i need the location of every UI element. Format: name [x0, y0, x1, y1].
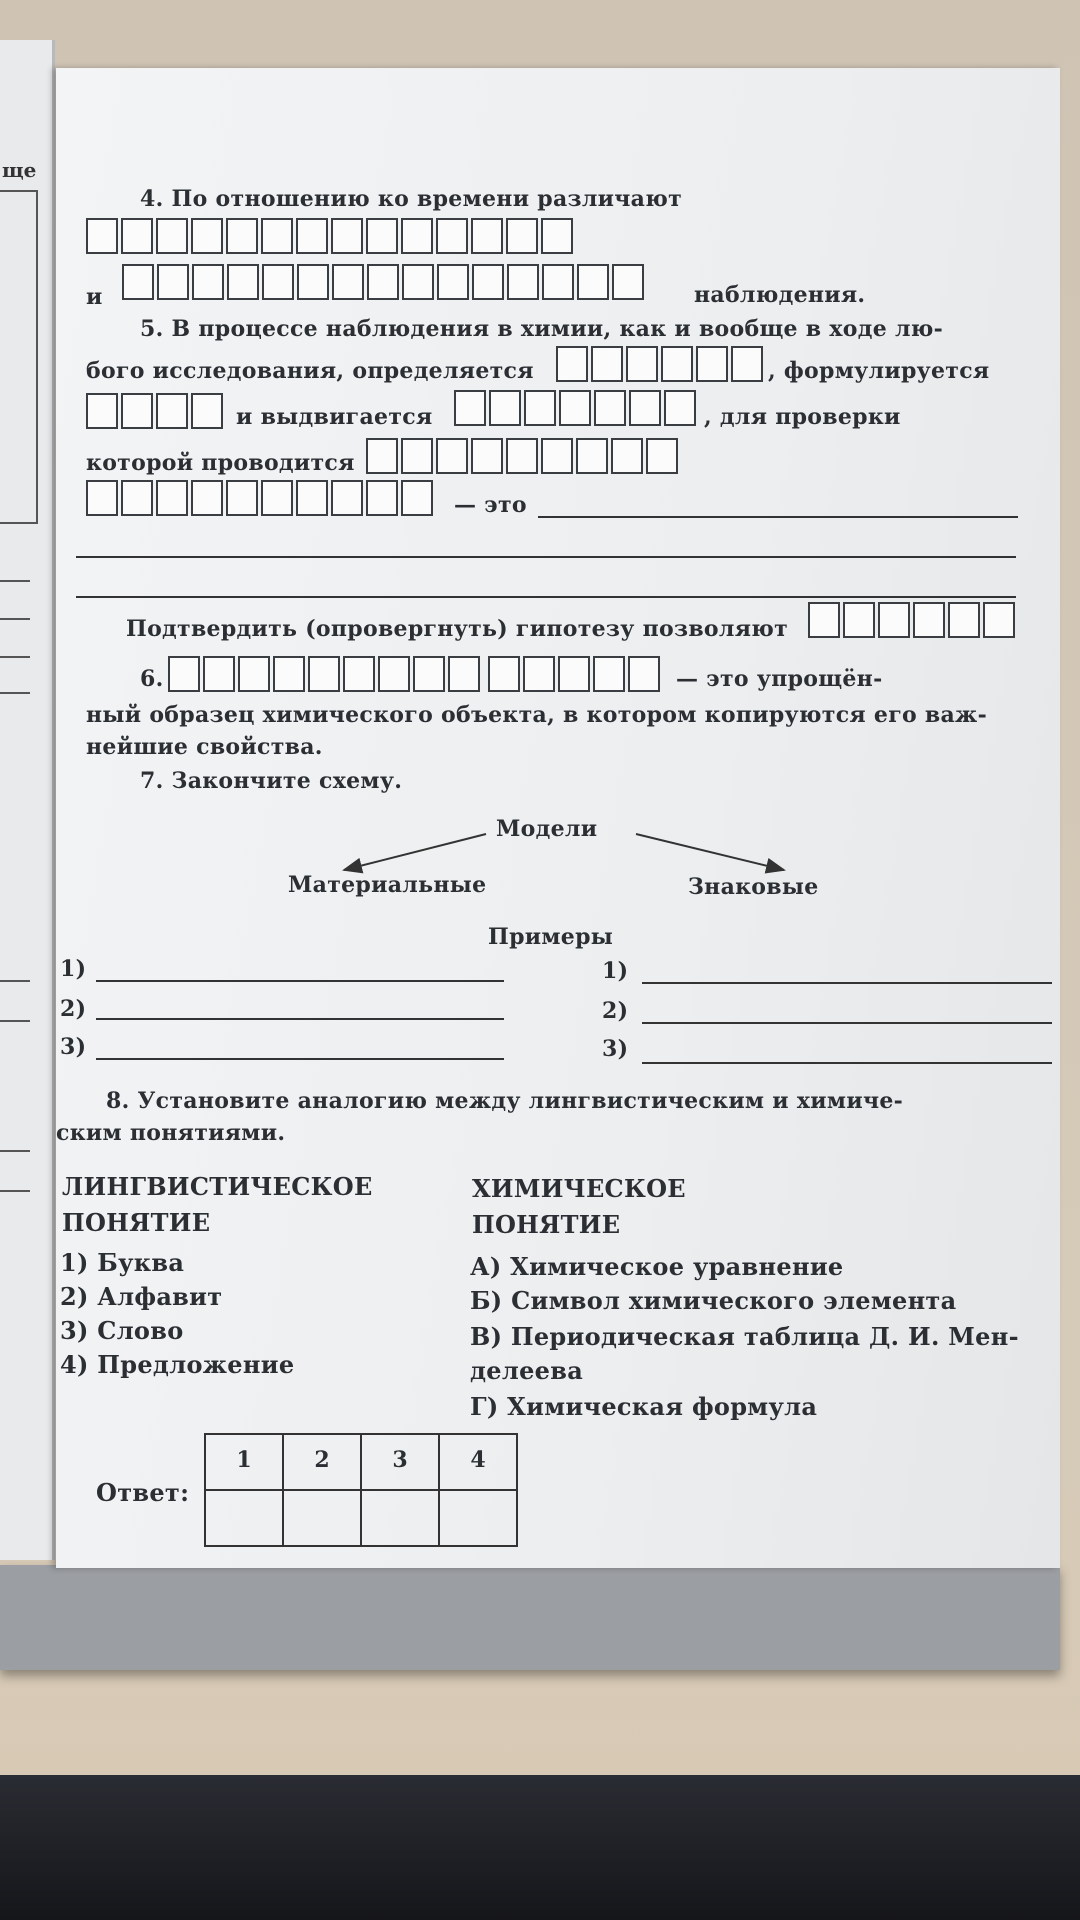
q5-line3a: и выдвигается [236, 404, 433, 430]
answer-letter-cell[interactable] [593, 656, 625, 692]
q5-cells-determined[interactable] [556, 346, 766, 382]
answer-letter-cell[interactable] [86, 393, 118, 429]
answer-letter-cell[interactable] [156, 393, 188, 429]
answer-header-cell: 3 [361, 1434, 439, 1490]
answer-letter-cell[interactable] [331, 218, 363, 254]
answer-letter-cell[interactable] [436, 218, 468, 254]
answer-letter-cell[interactable] [448, 656, 480, 692]
answer-letter-cell[interactable] [402, 264, 434, 300]
q6-cells-word2[interactable] [488, 656, 663, 692]
left-page-frame [0, 190, 38, 524]
q5-line4: которой проводится [86, 450, 355, 476]
q5-cells-formulated[interactable] [86, 393, 226, 429]
q5-cells-hypothesis[interactable] [454, 390, 699, 426]
answer-letter-cell[interactable] [122, 264, 154, 300]
answer-letter-cell[interactable] [843, 602, 875, 638]
answer-header-cell: 1 [205, 1434, 283, 1490]
answer-letter-cell[interactable] [191, 393, 223, 429]
answer-label: Ответ: [96, 1478, 190, 1507]
q5-line3b: , для проверки [704, 404, 901, 430]
answer-letter-cell[interactable] [506, 438, 538, 474]
q4-answer-cells-1[interactable] [86, 218, 576, 254]
q8-chem-item: Г) Химическая формула [470, 1392, 818, 1421]
answer-letter-cell[interactable] [343, 656, 375, 692]
answer-letter-cell[interactable] [454, 390, 486, 426]
q7-right-line-3[interactable] [642, 1062, 1052, 1064]
q8-ling-item: 4) Предложение [60, 1350, 295, 1379]
answer-letter-cell[interactable] [646, 438, 678, 474]
answer-letter-cell[interactable] [628, 656, 660, 692]
answer-input-cell[interactable] [283, 1490, 361, 1546]
left-page-edge [0, 40, 55, 1560]
q5-answer-line[interactable] [538, 516, 1018, 518]
q5-answer-line[interactable] [76, 556, 1016, 558]
q6-number: 6. [140, 666, 164, 692]
answer-letter-cell[interactable] [661, 346, 693, 382]
answer-letter-cell[interactable] [401, 438, 433, 474]
answer-letter-cell[interactable] [507, 264, 539, 300]
answer-letter-cell[interactable] [238, 656, 270, 692]
answer-letter-cell[interactable] [413, 656, 445, 692]
q6-line2: ный образец химического объекта, в котором копируются его важ- [86, 702, 987, 728]
q7-title: 7. Закончите схему. [140, 768, 403, 794]
answer-letter-cell[interactable] [86, 480, 118, 516]
q7-right-line-1[interactable] [642, 982, 1052, 984]
answer-letter-cell[interactable] [808, 602, 840, 638]
q8-chem-heading-1: ХИМИЧЕСКОЕ [472, 1174, 686, 1203]
answer-letter-cell[interactable] [629, 390, 661, 426]
answer-letter-cell[interactable] [471, 218, 503, 254]
answer-letter-cell[interactable] [577, 264, 609, 300]
answer-letter-cell[interactable] [948, 602, 980, 638]
q5-answer-line[interactable] [76, 596, 1016, 598]
answer-letter-cell[interactable] [378, 656, 410, 692]
answer-letter-cell[interactable] [203, 656, 235, 692]
answer-letter-cell[interactable] [506, 218, 538, 254]
q7-right-num-1: 1) [602, 958, 629, 984]
q7-left-line-2[interactable] [96, 1018, 504, 1020]
q7-left-num-2: 2) [60, 996, 87, 1022]
q5-cells-experiment[interactable] [366, 438, 681, 474]
answer-input-row [205, 1490, 517, 1546]
q8-ling-heading-1: ЛИНГВИСТИЧЕСКОЕ [62, 1172, 373, 1201]
q7-left-line-1[interactable] [96, 980, 504, 982]
answer-letter-cell[interactable] [86, 218, 118, 254]
q8-line1: 8. Установите аналогию между лингвистическим и химиче- [106, 1088, 904, 1114]
q7-right-num-3: 3) [602, 1036, 629, 1062]
q5-cells-experiment-2[interactable] [808, 602, 1018, 638]
q7-material: Материальные [288, 872, 487, 898]
answer-letter-cell[interactable] [192, 264, 224, 300]
answer-letter-cell[interactable] [437, 264, 469, 300]
answer-letter-cell[interactable] [297, 264, 329, 300]
q8-ling-item: 2) Алфавит [60, 1282, 223, 1311]
answer-letter-cell[interactable] [121, 393, 153, 429]
answer-header-cell: 2 [283, 1434, 361, 1490]
answer-letter-cell[interactable] [262, 264, 294, 300]
answer-letter-cell[interactable] [296, 480, 328, 516]
answer-letter-cell[interactable] [191, 218, 223, 254]
q7-left-line-3[interactable] [96, 1058, 504, 1060]
q7-right-line-2[interactable] [642, 1022, 1052, 1024]
answer-letter-cell[interactable] [559, 390, 591, 426]
answer-letter-cell[interactable] [541, 218, 573, 254]
answer-letter-cell[interactable] [591, 346, 623, 382]
q8-chem-item: Б) Символ химического элемента [470, 1286, 957, 1315]
answer-letter-cell[interactable] [542, 264, 574, 300]
q7-root: Модели [496, 816, 598, 842]
q8-chem-item: А) Химическое уравнение [470, 1252, 844, 1281]
answer-letter-cell[interactable] [576, 438, 608, 474]
answer-letter-cell[interactable] [626, 346, 658, 382]
q5-line1: 5. В процессе наблюдения в химии, как и вообще в ходе лю- [140, 316, 944, 342]
workbook-page [56, 68, 1060, 1568]
q4-answer-cells-2[interactable] [122, 264, 647, 300]
answer-letter-cell[interactable] [121, 218, 153, 254]
q4-end: наблюдения. [694, 282, 866, 308]
answer-table [204, 1433, 518, 1547]
answer-letter-cell[interactable] [261, 480, 293, 516]
left-page-rule [0, 1020, 30, 1022]
left-page-rule [0, 656, 30, 658]
answer-letter-cell[interactable] [401, 480, 433, 516]
answer-letter-cell[interactable] [913, 602, 945, 638]
q7-arrows [336, 816, 796, 876]
answer-letter-cell[interactable] [611, 438, 643, 474]
left-page-rule [0, 1190, 30, 1192]
q8-ling-item: 1) Буква [60, 1248, 185, 1277]
answer-letter-cell[interactable] [226, 480, 258, 516]
answer-letter-cell[interactable] [168, 656, 200, 692]
answer-letter-cell[interactable] [226, 218, 258, 254]
q4-text: 4. По отношению ко времени различают [140, 186, 683, 212]
answer-input-cell[interactable] [205, 1490, 283, 1546]
answer-letter-cell[interactable] [523, 656, 555, 692]
answer-letter-cell[interactable] [594, 390, 626, 426]
answer-header-row [205, 1434, 517, 1490]
answer-letter-cell[interactable] [488, 656, 520, 692]
q5-line2b: , формулируется [768, 358, 990, 384]
answer-letter-cell[interactable] [664, 390, 696, 426]
q7-examples: Примеры [488, 924, 614, 950]
answer-letter-cell[interactable] [489, 390, 521, 426]
answer-letter-cell[interactable] [366, 480, 398, 516]
q6-cells-word1[interactable] [168, 656, 483, 692]
answer-letter-cell[interactable] [524, 390, 556, 426]
answer-letter-cell[interactable] [436, 438, 468, 474]
answer-letter-cell[interactable] [121, 480, 153, 516]
q6-line1: — это упрощён- [676, 666, 883, 692]
answer-letter-cell[interactable] [156, 480, 188, 516]
q8-ling-heading-2: ПОНЯТИЕ [62, 1208, 211, 1237]
q8-ling-item: 3) Слово [60, 1316, 184, 1345]
answer-letter-cell[interactable] [367, 264, 399, 300]
q7-sign: Знаковые [688, 874, 819, 900]
left-page-rule [0, 980, 30, 982]
left-page-rule [0, 580, 30, 582]
answer-letter-cell[interactable] [308, 656, 340, 692]
answer-input-cell[interactable] [439, 1490, 517, 1546]
answer-letter-cell[interactable] [471, 438, 503, 474]
answer-letter-cell[interactable] [401, 218, 433, 254]
answer-letter-cell[interactable] [191, 480, 223, 516]
answer-letter-cell[interactable] [332, 264, 364, 300]
answer-input-cell[interactable] [361, 1490, 439, 1546]
answer-letter-cell[interactable] [156, 218, 188, 254]
answer-letter-cell[interactable] [331, 480, 363, 516]
q4-and: и [86, 284, 103, 310]
answer-letter-cell[interactable] [983, 602, 1015, 638]
answer-letter-cell[interactable] [296, 218, 328, 254]
q5-cells-term[interactable] [86, 480, 436, 516]
q5-line2a: бого исследования, определяется [86, 358, 534, 384]
q7-left-num-3: 3) [60, 1034, 87, 1060]
q6-line3: нейшие свойства. [86, 734, 323, 760]
left-page-rule [0, 1150, 30, 1152]
answer-letter-cell[interactable] [157, 264, 189, 300]
q8-chem-heading-2: ПОНЯТИЕ [472, 1210, 621, 1239]
desk-edge [0, 1775, 1080, 1920]
lower-book-edge [0, 1565, 1060, 1670]
answer-header-cell: 4 [439, 1434, 517, 1490]
answer-letter-cell[interactable] [558, 656, 590, 692]
answer-letter-cell[interactable] [612, 264, 644, 300]
q7-right-num-2: 2) [602, 998, 629, 1024]
q7-left-num-1: 1) [60, 956, 87, 982]
q5-line5: — это [454, 492, 527, 518]
answer-letter-cell[interactable] [366, 218, 398, 254]
answer-letter-cell[interactable] [366, 438, 398, 474]
q8-chem-item: В) Периодическая таблица Д. И. Мен- [470, 1322, 1019, 1351]
answer-letter-cell[interactable] [556, 346, 588, 382]
answer-letter-cell[interactable] [731, 346, 763, 382]
answer-letter-cell[interactable] [273, 656, 305, 692]
left-page-rule [0, 618, 30, 620]
answer-letter-cell[interactable] [227, 264, 259, 300]
answer-letter-cell[interactable] [541, 438, 573, 474]
answer-letter-cell[interactable] [696, 346, 728, 382]
q5-confirm: Подтвердить (опровергнуть) гипотезу позволяют [126, 616, 789, 642]
q8-chem-item: делеева [470, 1356, 584, 1385]
left-page-fragment: ще [2, 158, 37, 182]
answer-letter-cell[interactable] [261, 218, 293, 254]
answer-letter-cell[interactable] [472, 264, 504, 300]
q8-line2: ским понятиями. [56, 1120, 286, 1146]
answer-letter-cell[interactable] [878, 602, 910, 638]
left-page-rule [0, 692, 30, 694]
